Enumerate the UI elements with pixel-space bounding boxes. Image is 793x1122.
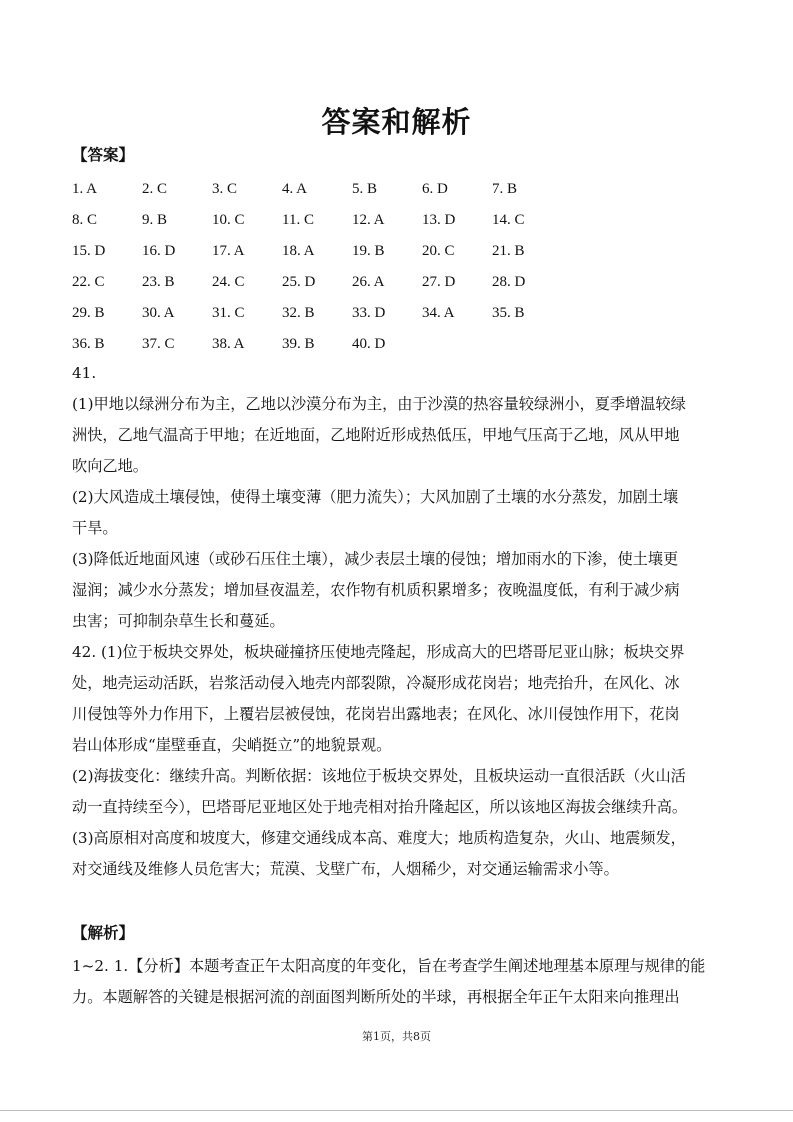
- answer-item: 33. D: [352, 305, 386, 321]
- answer-item: 25. D: [282, 274, 316, 290]
- text-line: (3)高原相对高度和坡度大，修建交通线成本高、难度大；地质构造复杂，火山、地震频发，: [72, 829, 686, 847]
- text-line: 处，地壳运动活跃，岩浆活动侵入地壳内部裂隙，冷凝形成花岗岩；地壳抬升，在风化、冰: [72, 674, 680, 692]
- answer-item: 32. B: [282, 305, 315, 321]
- answer-item: 39. B: [282, 336, 315, 352]
- answer-item: 1. A: [72, 181, 98, 197]
- text-line: (1)甲地以绿洲分布为主，乙地以沙漠分布为主，由于沙漠的热容量较绿洲小，夏季增温较绿: [72, 395, 686, 413]
- answer-item: 10. C: [212, 212, 245, 228]
- answer-item: 9. B: [142, 212, 168, 228]
- answer-item: 20. C: [422, 243, 455, 259]
- q41-part2: [72, 482, 724, 544]
- answer-item: 28. D: [492, 274, 526, 290]
- answer-item: 11. C: [282, 212, 314, 228]
- answer-row: [72, 329, 562, 360]
- answer-heading: 【答案】: [72, 145, 135, 164]
- text-line: 湿润；减少水分蒸发；增加昼夜温差，农作物有机质积累增多；夜晚温度低，有利于减少病: [72, 581, 680, 599]
- answer-item: 3. C: [212, 181, 238, 197]
- answer-item: 18. A: [282, 243, 315, 259]
- text-line: 吹向乙地。: [72, 457, 148, 475]
- text-line: (2)海拔变化：继续升高。判断依据：该地位于板块交界处，且板块运动一直很活跃（火山活: [72, 767, 686, 785]
- text-line: 岩山体形成“崖壁垂直，尖峭挺立”的地貌景观。: [72, 736, 392, 754]
- answer-item: 35. B: [492, 305, 525, 321]
- answer-item: 8. C: [72, 212, 98, 228]
- answer-item: 31. C: [212, 305, 245, 321]
- text-line: 干旱。: [72, 519, 118, 537]
- answer-row: [72, 174, 562, 205]
- answer-item: 23. B: [142, 274, 175, 290]
- answer-item: 2. C: [142, 181, 168, 197]
- answer-item: 26. A: [352, 274, 385, 290]
- answer-grid: [72, 174, 562, 360]
- q41-number: 41.: [72, 364, 97, 382]
- q42-part3: [72, 823, 724, 885]
- answer-item: 4. A: [282, 181, 308, 197]
- answer-item: 38. A: [212, 336, 245, 352]
- text-line: 1~2. 1.【分析】本题考查正午太阳高度的年变化，旨在考查学生阐述地理基本原理与规律的能: [72, 957, 706, 975]
- answer-item: 15. D: [72, 243, 106, 259]
- answer-row: [72, 267, 562, 298]
- answer-item: 24. C: [212, 274, 245, 290]
- answer-row: [72, 298, 562, 329]
- text-line: (3)降低近地面风速（或砂石压住土壤），减少表层土壤的侵蚀；增加雨水的下渗，使土壤更: [72, 550, 679, 568]
- text-line: 川侵蚀等外力作用下，上覆岩层被侵蚀，花岗岩出露地表；在风化、冰川侵蚀作用下，花岗: [72, 705, 680, 723]
- answer-item: 40. D: [352, 336, 386, 352]
- analysis-heading: 【解析】: [72, 923, 135, 942]
- answer-item: 34. A: [422, 305, 455, 321]
- answer-row: [72, 205, 562, 236]
- q42-part2: [72, 761, 724, 823]
- analysis-text: [72, 951, 724, 1013]
- text-line: 动一直持续至今），巴塔哥尼亚地区处于地壳相对抬升隆起区，所以该地区海拔会继续升高。: [72, 798, 688, 816]
- q41-part3: [72, 544, 724, 637]
- text-line: 力。本题解答的关键是根据河流的剖面图判断所处的半球，再根据全年正午太阳来向推理出: [72, 988, 680, 1006]
- answer-item: 30. A: [142, 305, 175, 321]
- answer-item: 12. A: [352, 212, 385, 228]
- answer-item: 29. B: [72, 305, 105, 321]
- text-line: 对交通线及维修人员危害大；荒漠、戈壁广布，人烟稀少，对交通运输需求小等。: [72, 860, 619, 878]
- page-bottom-rule: [0, 1110, 793, 1111]
- q41-part1: [72, 389, 724, 482]
- answer-row: [72, 236, 562, 267]
- text-line: 42. (1)位于板块交界处，板块碰撞挤压使地壳隆起，形成高大的巴塔哥尼亚山脉；板块交界: [72, 643, 685, 661]
- answer-item: 16. D: [142, 243, 176, 259]
- answer-item: 17. A: [212, 243, 245, 259]
- page-title: 答案和解析: [321, 105, 472, 139]
- answer-item: 7. B: [492, 181, 518, 197]
- text-line: 洲快，乙地气温高于甲地；在近地面，乙地附近形成热低压，甲地气压高于乙地，风从甲地: [72, 426, 680, 444]
- answer-item: 22. C: [72, 274, 105, 290]
- page-footer: 第1页，共8页: [362, 1030, 431, 1043]
- text-line: 虫害；可抑制杂草生长和蔓延。: [72, 612, 285, 630]
- answer-item: 21. B: [492, 243, 525, 259]
- q42-part1: [72, 637, 724, 761]
- answer-item: 19. B: [352, 243, 385, 259]
- answer-item: 5. B: [352, 181, 378, 197]
- answer-item: 36. B: [72, 336, 105, 352]
- answer-item: 27. D: [422, 274, 456, 290]
- text-line: (2)大风造成土壤侵蚀，使得土壤变薄（肥力流失）；大风加剧了土壤的水分蒸发，加剧土壤: [72, 488, 679, 506]
- answer-item: 37. C: [142, 336, 175, 352]
- answer-item: 13. D: [422, 212, 456, 228]
- answer-item: 6. D: [422, 181, 448, 197]
- answer-item: 14. C: [492, 212, 525, 228]
